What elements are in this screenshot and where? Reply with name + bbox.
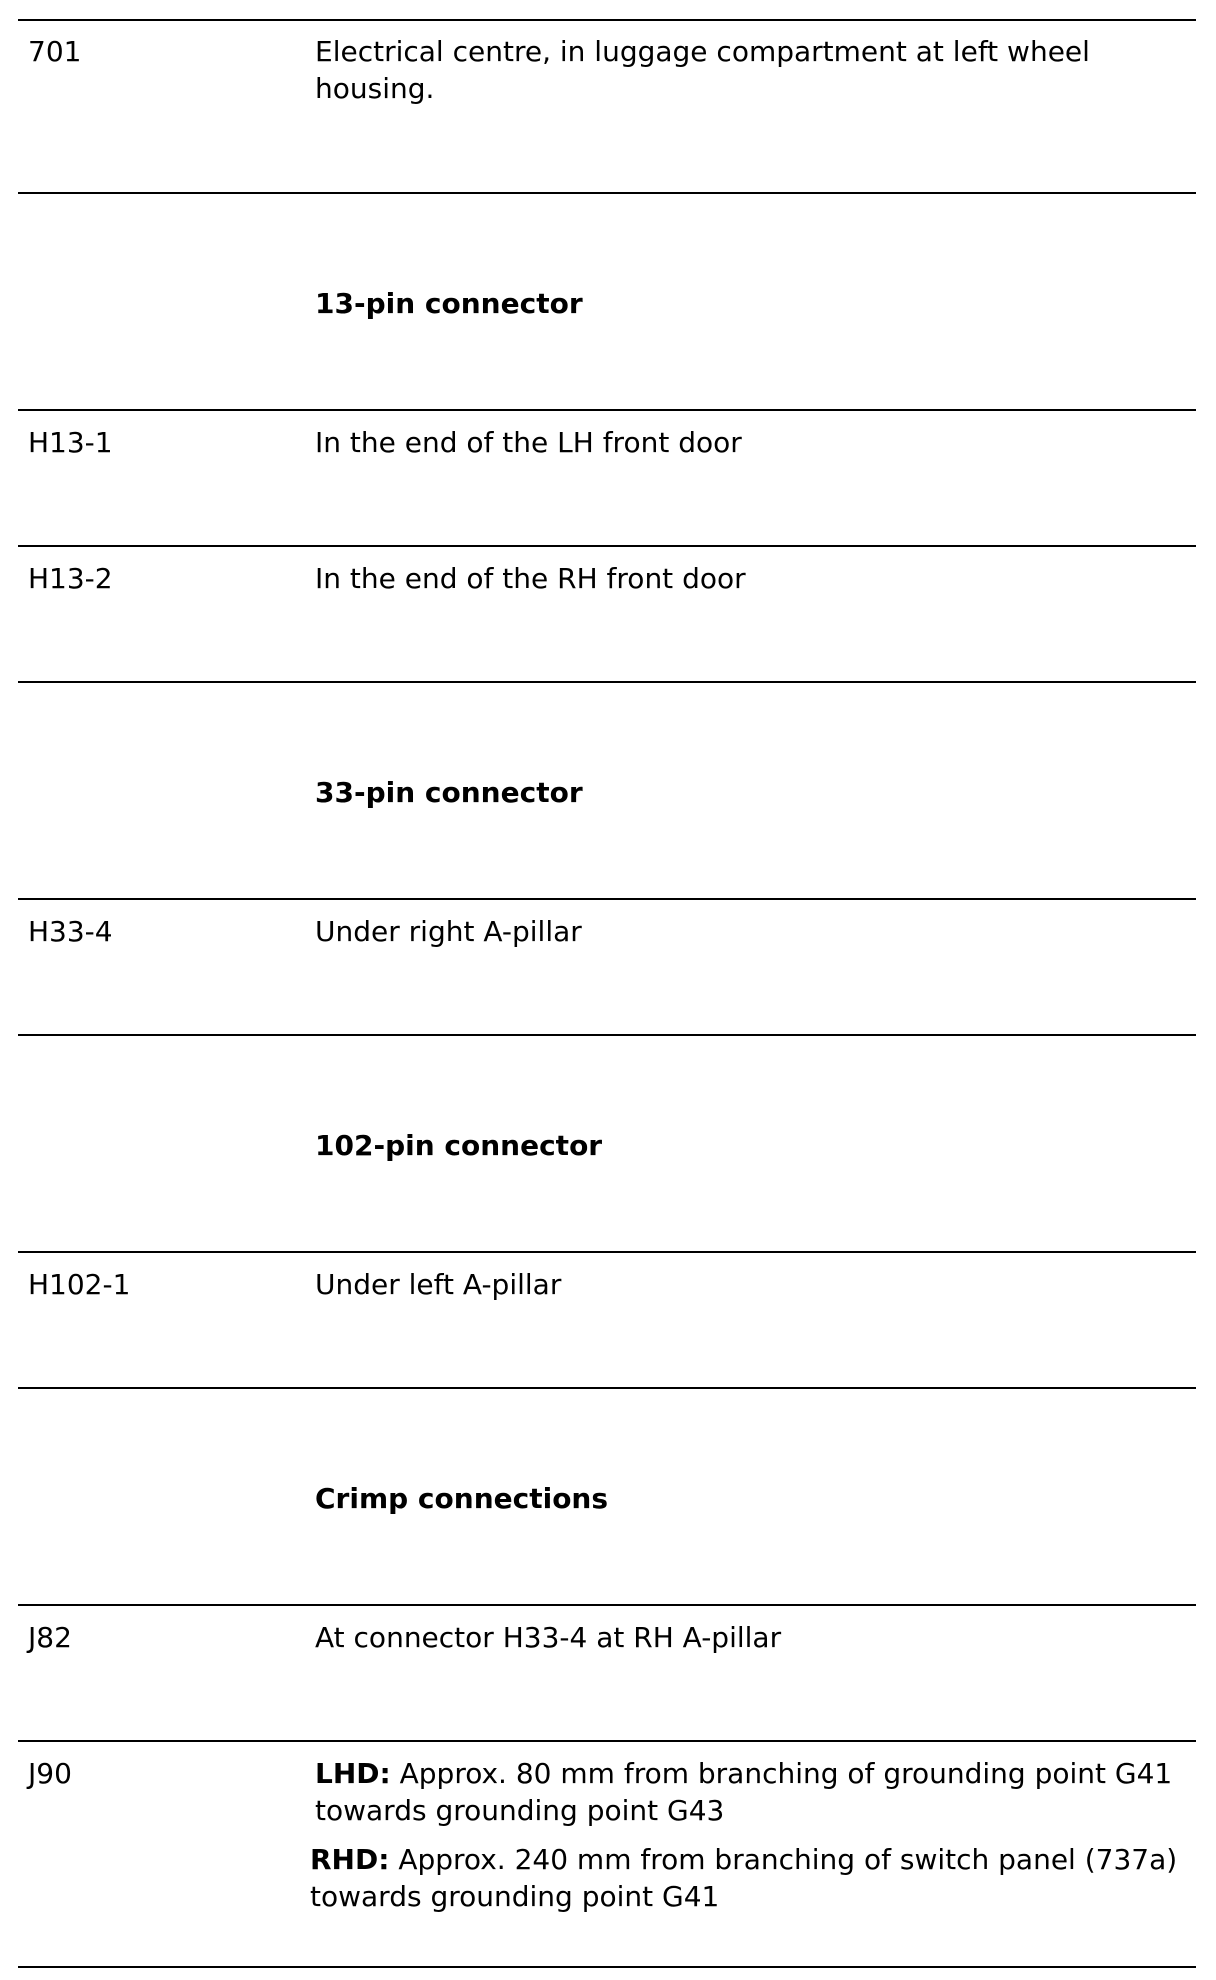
rhd-note — [310, 1841, 1195, 1915]
row-code: H13-1 — [28, 426, 113, 459]
table-rule — [18, 681, 1196, 683]
row-code: 701 — [28, 35, 82, 68]
table-rule — [18, 898, 1196, 900]
table-rule — [18, 192, 1196, 194]
lhd-note — [315, 1755, 1195, 1829]
rhd-text: Approx. 240 mm from branching of switch panel (737a) towards grounding point G41 — [310, 1843, 1178, 1913]
rhd-label: RHD: — [310, 1843, 390, 1876]
section-heading: 102-pin connector — [315, 1129, 603, 1162]
section-heading: Crimp connections — [315, 1482, 609, 1515]
row-description: Under left A-pillar — [315, 1268, 562, 1301]
row-code: J90 — [28, 1757, 72, 1790]
row-code: H102-1 — [28, 1268, 131, 1301]
section-heading: 33-pin connector — [315, 776, 583, 809]
row-description: Electrical centre, in luggage compartment at left wheel housing. — [315, 35, 1090, 105]
row-code: H13-2 — [28, 562, 113, 595]
row-description: In the end of the LH front door — [315, 426, 742, 459]
table-rule — [18, 1251, 1196, 1253]
row-code: H33-4 — [28, 915, 113, 948]
table-rule — [18, 1604, 1196, 1606]
table-rule — [18, 1966, 1196, 1968]
table-rule — [18, 409, 1196, 411]
row-description: In the end of the RH front door — [315, 562, 746, 595]
lhd-label: LHD: — [315, 1757, 391, 1790]
row-description — [310, 1755, 1195, 1915]
row-description: Under right A-pillar — [315, 915, 582, 948]
section-heading: 13-pin connector — [315, 287, 583, 320]
table-rule — [18, 1387, 1196, 1389]
table-rule — [18, 1740, 1196, 1742]
table-rule — [18, 545, 1196, 547]
row-code: J82 — [28, 1621, 72, 1654]
table-rule — [18, 1034, 1196, 1036]
row-description: At connector H33-4 at RH A-pillar — [315, 1621, 782, 1654]
table-rule — [18, 19, 1196, 21]
lhd-text: Approx. 80 mm from branching of grounding point G41 towards grounding point G43 — [315, 1757, 1173, 1827]
